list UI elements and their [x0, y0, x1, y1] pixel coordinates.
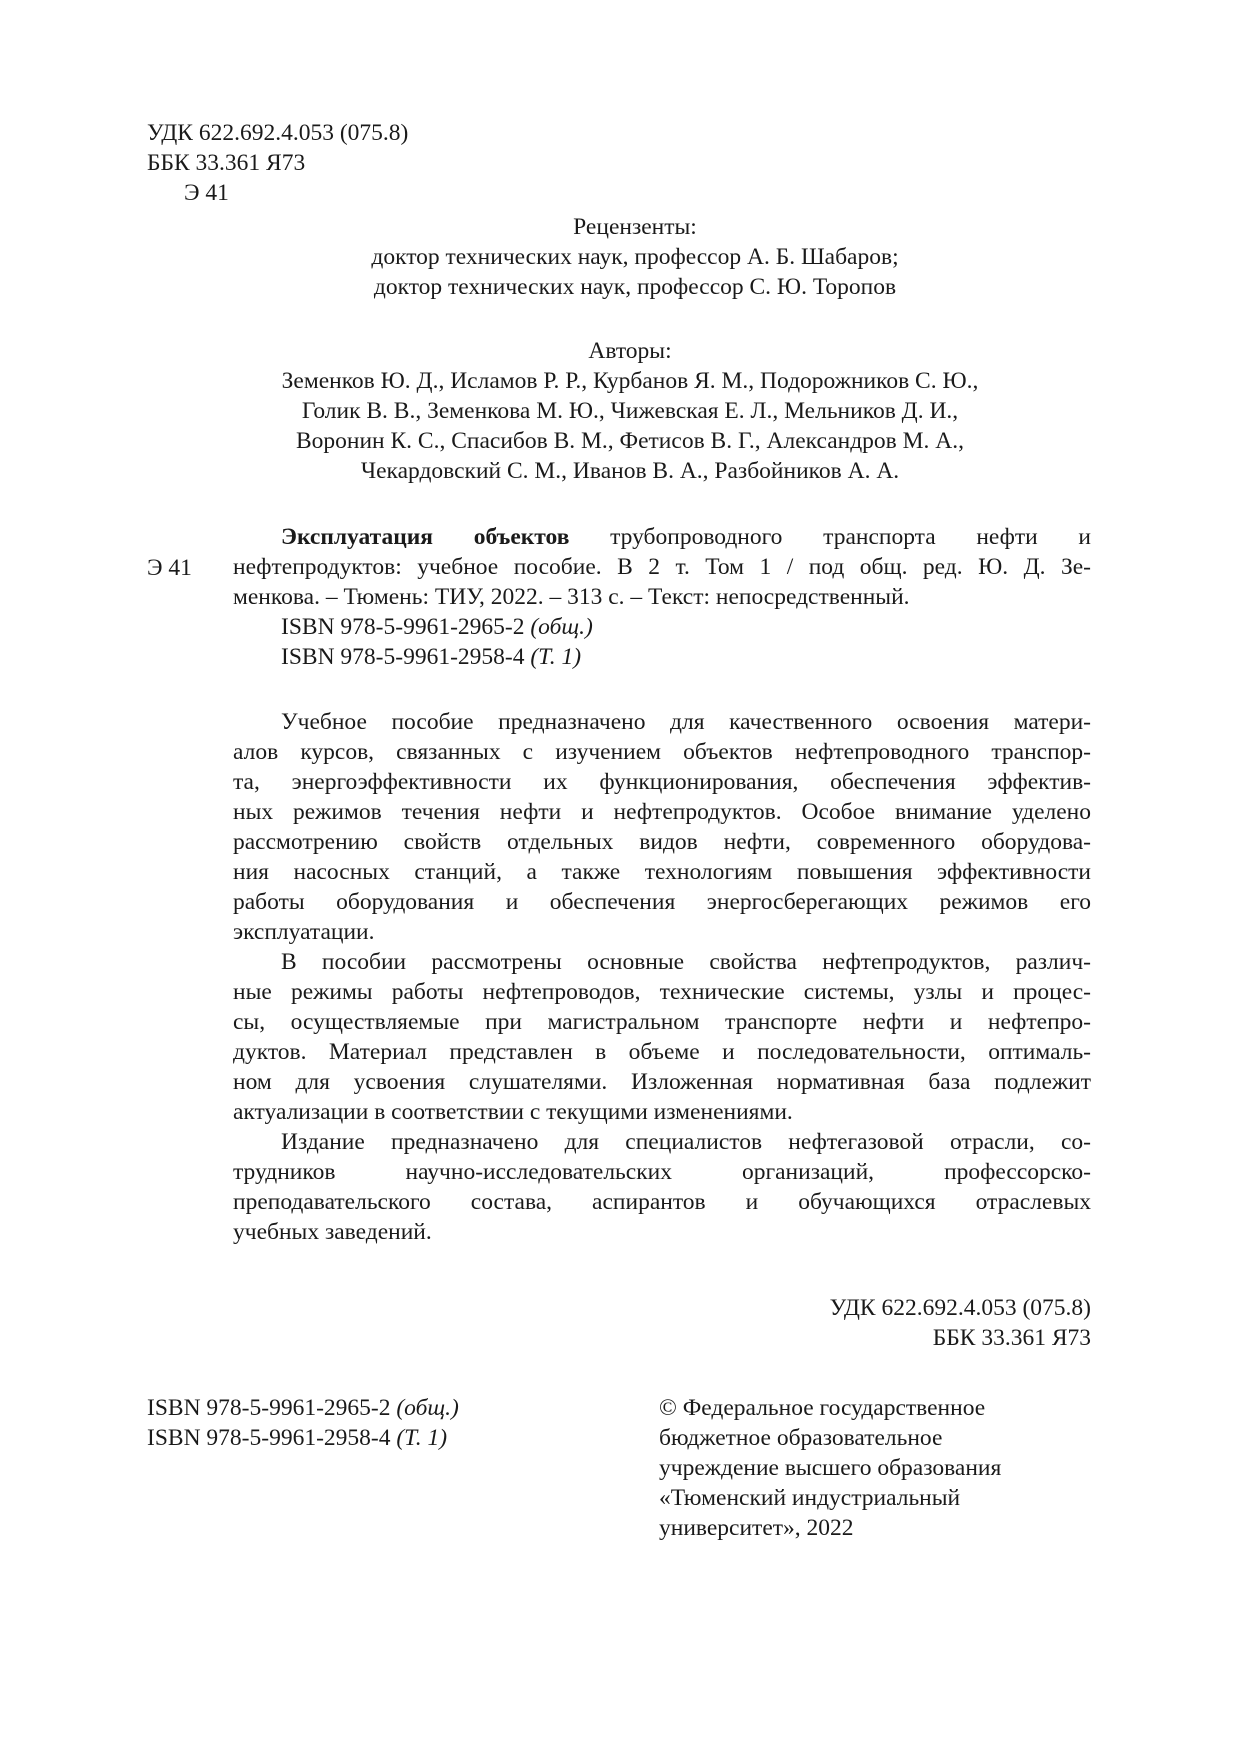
authors-block — [180, 336, 1080, 486]
text-line: учебных заведений. — [233, 1219, 432, 1245]
text-line: Издание предназначено для специалистов нефтегазовой отрасли, со- — [281, 1129, 1091, 1155]
authors-heading: Авторы: — [588, 338, 672, 364]
annotation-paragraph — [233, 1127, 1091, 1247]
footer-isbn-block — [147, 1393, 459, 1453]
udk-code: УДК 622.692.4.053 (075.8) — [147, 120, 409, 146]
footer-isbn-general: ISBN 978-5-9961-2965-2 — [147, 1395, 391, 1421]
annotation-paragraph — [233, 707, 1091, 947]
isbn-volume-note: (Т. 1) — [530, 644, 582, 670]
text-line: ном для усвоения слушателями. Изложенная нормативная база подлежит — [233, 1069, 1091, 1095]
text-line: актуализации в соответствии с текущими изменениями. — [233, 1099, 793, 1125]
text-line: трудников научно-исследовательских организаций, профессорско- — [233, 1159, 1091, 1185]
text-line: В пособии рассмотрены основные свойства нефтепродуктов, различ- — [281, 949, 1091, 975]
bib-title: Эксплуатация объектов — [281, 524, 570, 550]
bib-isbn-line — [233, 642, 1091, 672]
footer-isbn-line — [147, 1393, 459, 1423]
reviewer-line: доктор технических наук, профессор С. Ю. Торопов — [373, 274, 897, 300]
footer-isbn-volume: ISBN 978-5-9961-2958-4 — [147, 1425, 391, 1451]
author-mark: Э 41 — [184, 180, 229, 206]
text-line: алов курсов, связанных с изучением объектов нефтепроводного транспор- — [233, 739, 1091, 765]
bib-record — [233, 522, 1091, 672]
isbn-general-note: (общ.) — [530, 614, 593, 640]
isbn-general: ISBN 978-5-9961-2965-2 — [281, 614, 525, 640]
text-line: ных режимов течения нефти и нефтепродуктов. Особое внимание уделено — [233, 799, 1091, 825]
isbn-volume: ISBN 978-5-9961-2958-4 — [281, 644, 525, 670]
bbk-code: ББК 33.361 Я73 — [147, 150, 306, 176]
text-line: Учебное пособие предназначено для качественного освоения матери- — [281, 709, 1091, 735]
copyright-line: учреждение высшего образования — [659, 1455, 1002, 1481]
text-line: ния насосных станций, а также технологиям повышения эффективности — [233, 859, 1091, 885]
text-line: ные режимы работы нефтепроводов, технические системы, узлы и процес- — [233, 979, 1091, 1005]
text-line: работы оборудования и обеспечения энергосберегающих режимов его — [233, 889, 1091, 915]
text-line: та, энергоэффективности их функционирования, обеспечения эффектив- — [233, 769, 1091, 795]
footer-classification — [700, 1293, 1091, 1353]
copyright-line: © Федеральное государственное — [659, 1395, 986, 1421]
reviewers-block — [200, 212, 1070, 302]
classification-header — [147, 118, 408, 208]
text-line: преподавательского состава, аспирантов и обучающихся отраслевых — [233, 1189, 1091, 1215]
footer-isbn-line — [147, 1423, 459, 1453]
copyright-line: бюджетное образовательное — [659, 1425, 943, 1451]
authors-line: Воронин К. С., Спасибов В. М., Фетисов В. Г., Александров М. А., — [295, 428, 965, 454]
bib-line: нефтепродуктов: учебное пособие. В 2 т. Том 1 / под общ. ред. Ю. Д. Зе- — [233, 554, 1091, 580]
reviewers-heading: Рецензенты: — [573, 214, 697, 240]
footer-bbk: ББК 33.361 Я73 — [932, 1325, 1091, 1351]
bib-side-code: Э 41 — [147, 555, 192, 581]
annotation-paragraph — [233, 947, 1091, 1127]
footer-isbn-general-note: (общ.) — [396, 1395, 459, 1421]
authors-line: Голик В. В., Земенкова М. Ю., Чижевская Е. Л., Мельников Д. И., — [301, 398, 959, 424]
annotation — [233, 707, 1091, 1247]
bib-line: менкова. – Тюмень: ТИУ, 2022. – 313 с. – Текст: непосредственный. — [233, 584, 910, 610]
bib-title-rest: трубопроводного транспорта нефти и — [610, 524, 1091, 550]
authors-line: Земенков Ю. Д., Исламов Р. Р., Курбанов Я. М., Подорожников С. Ю., — [281, 368, 979, 394]
bib-isbn-line — [233, 612, 1091, 642]
text-line: рассмотрению свойств отдельных видов нефти, современного оборудова- — [233, 829, 1091, 855]
copyright-line: «Тюменский индустриальный — [659, 1485, 961, 1511]
authors-line: Чекардовский С. М., Иванов В. А., Разбойников А. А. — [360, 458, 900, 484]
footer-isbn-volume-note: (Т. 1) — [396, 1425, 448, 1451]
text-line: дуктов. Материал представлен в объеме и последовательности, оптималь- — [233, 1039, 1091, 1065]
text-line: эксплуатации. — [233, 919, 375, 945]
copyright-line: университет», 2022 — [659, 1515, 854, 1541]
reviewer-line: доктор технических наук, профессор А. Б. Шабаров; — [371, 244, 899, 270]
bib-title-line — [233, 522, 1091, 552]
text-line: сы, осуществляемые при магистральном транспорте нефти и нефтепро- — [233, 1009, 1091, 1035]
copyright-block — [659, 1393, 1001, 1543]
footer-udk: УДК 622.692.4.053 (075.8) — [829, 1295, 1091, 1321]
